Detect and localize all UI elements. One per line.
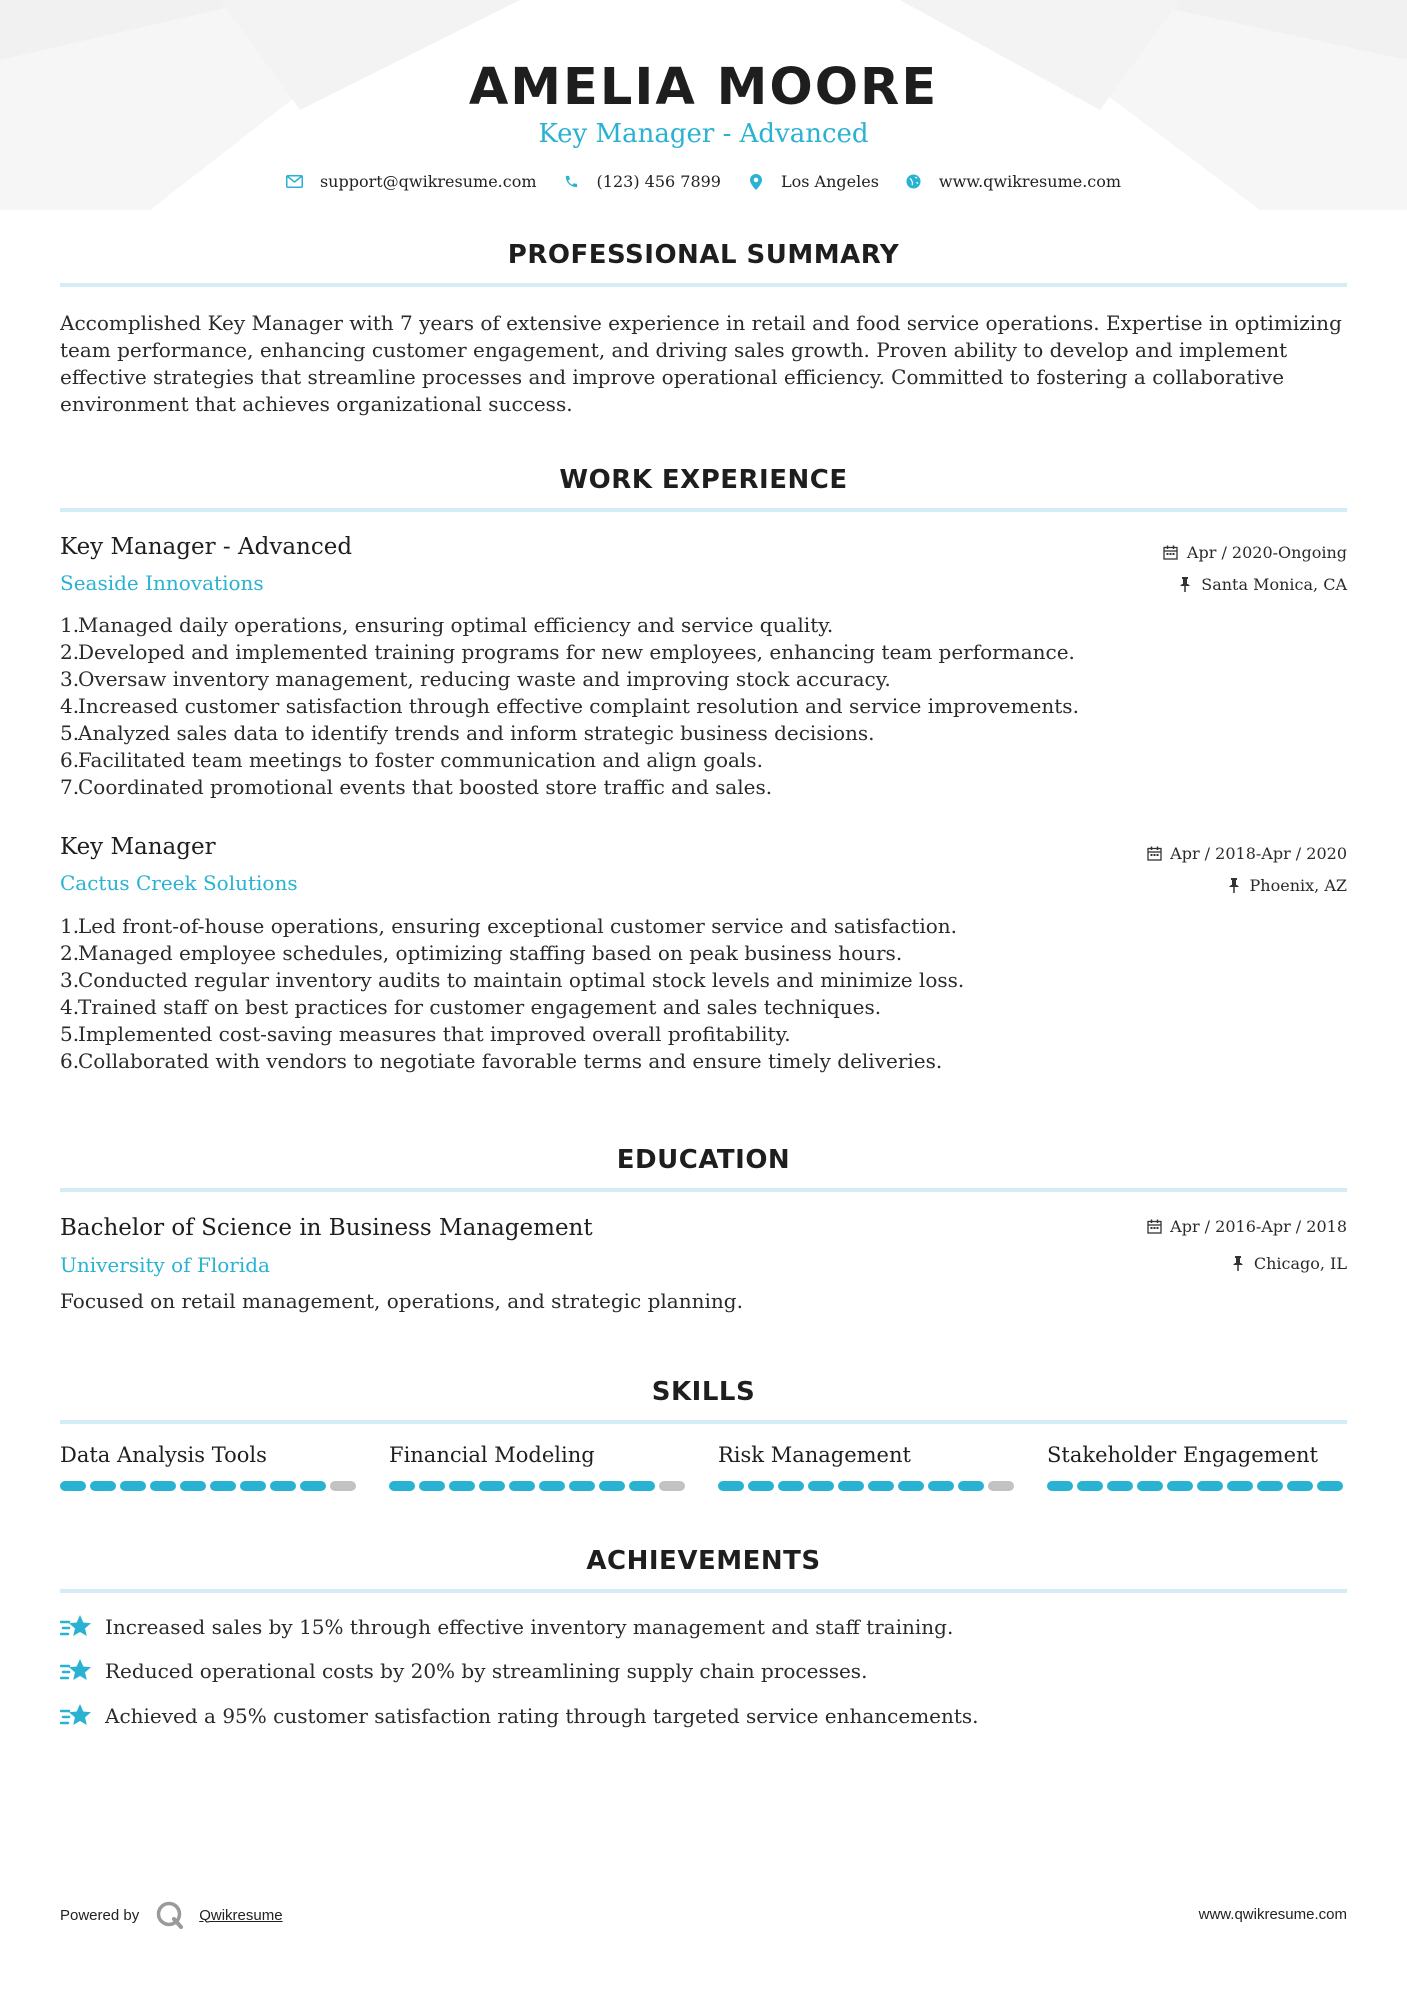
skill-segment-filled <box>90 1481 116 1491</box>
summary-heading: PROFESSIONAL SUMMARY <box>507 240 900 270</box>
pushpin-icon <box>1226 878 1242 894</box>
bullet-number: 4. <box>60 694 80 718</box>
qwikresume-link[interactable]: Qwikresume <box>199 1906 283 1924</box>
skill-item <box>718 1443 1018 1491</box>
job-bullet-item <box>60 994 1260 1021</box>
skill-segment-filled <box>300 1481 326 1491</box>
skill-segment-filled <box>150 1481 176 1491</box>
powered-by-label: Powered by <box>60 1906 140 1924</box>
skill-segment-filled <box>1107 1481 1133 1491</box>
job-bullets <box>60 612 1260 801</box>
job-bullet-item <box>60 774 1260 801</box>
bullet-text: Analyzed sales data to identify trends and inform strategic business decisions. <box>78 721 875 745</box>
skill-segment-filled <box>778 1481 804 1491</box>
education-location-text: Chicago, IL <box>1253 1254 1347 1273</box>
degree-title: Bachelor of Science in Business Management <box>60 1215 593 1241</box>
skill-item <box>389 1443 689 1491</box>
achievement-item <box>60 1612 953 1642</box>
contact-website[interactable] <box>905 172 1121 191</box>
skill-segment-filled <box>599 1481 625 1491</box>
job-bullet-item <box>60 666 1260 693</box>
skill-item <box>60 1443 360 1491</box>
skill-segment-filled <box>569 1481 595 1491</box>
skill-segment-filled <box>1287 1481 1313 1491</box>
skill-segment-filled <box>180 1481 206 1491</box>
calendar-icon <box>1163 545 1179 561</box>
skills-heading: SKILLS <box>651 1377 756 1407</box>
skill-segment-empty <box>988 1481 1014 1491</box>
skills-divider <box>60 1420 1347 1424</box>
achievement-item <box>60 1701 979 1731</box>
job-bullet-item <box>60 612 1260 639</box>
skill-segment-filled <box>1047 1481 1073 1491</box>
achievement-item <box>60 1656 867 1686</box>
education-description: Focused on retail management, operations, and strategic planning. <box>60 1289 743 1313</box>
job-bullet-item <box>60 967 1260 994</box>
phone-icon <box>563 173 581 191</box>
bullet-number: 1. <box>60 914 80 938</box>
summary-text: Accomplished Key Manager with 7 years of extensive experience in retail and food service operations. Expertise in optimizing team performance, enhancing customer engagement, and driving sales growth. Proven ability to develop and implement effective strategies that streamline processes and improve operational efficiency. Committed to fostering a collaborative environment that achieves organizational success. <box>60 311 1342 416</box>
education-dates <box>1146 1217 1347 1236</box>
skill-segment-filled <box>748 1481 774 1491</box>
skill-segment-filled <box>898 1481 924 1491</box>
bullet-text: Developed and implemented training programs for new employees, enhancing team performance. <box>78 640 1075 664</box>
bullet-text: Increased customer satisfaction through effective complaint resolution and service improvements. <box>78 694 1079 718</box>
contact-location <box>747 172 879 191</box>
bullet-text: Collaborated with vendors to negotiate favorable terms and ensure timely deliveries. <box>78 1049 943 1073</box>
bullet-text: Trained staff on best practices for customer engagement and sales techniques. <box>78 995 882 1019</box>
skill-segment-filled <box>838 1481 864 1491</box>
skill-segment-filled <box>240 1481 266 1491</box>
job-title: Key Manager - Advanced <box>60 534 353 560</box>
bullet-number: 5. <box>60 721 80 745</box>
pushpin-icon <box>1177 577 1193 593</box>
skill-segment-filled <box>928 1481 954 1491</box>
calendar-icon <box>1146 1219 1162 1235</box>
skill-name: Risk Management <box>718 1443 911 1467</box>
candidate-title: Key Manager - Advanced <box>538 119 869 149</box>
job-dates-text: Apr / 2018-Apr / 2020 <box>1170 844 1347 863</box>
skill-segment-filled <box>479 1481 505 1491</box>
skill-segment-empty <box>330 1481 356 1491</box>
bullet-number: 1. <box>60 613 80 637</box>
bullet-text: Managed daily operations, ensuring optimal efficiency and service quality. <box>78 613 834 637</box>
skill-segment-filled <box>629 1481 655 1491</box>
experience-heading: WORK EXPERIENCE <box>559 465 848 495</box>
bullet-number: 6. <box>60 748 80 772</box>
skill-segment-filled <box>539 1481 565 1491</box>
skill-segment-filled <box>449 1481 475 1491</box>
contact-phone-text: (123) 456 7899 <box>596 172 721 191</box>
star-icon <box>60 1701 92 1731</box>
job-dates <box>1163 543 1347 562</box>
skill-segment-filled <box>509 1481 535 1491</box>
skill-level-bar <box>718 1481 1018 1491</box>
job-bullet-item <box>60 1048 1260 1075</box>
envelope-icon <box>286 173 304 191</box>
skill-item <box>1047 1443 1347 1491</box>
skill-segment-filled <box>1077 1481 1103 1491</box>
skill-segment-filled <box>1257 1481 1283 1491</box>
job-location-text: Phoenix, AZ <box>1249 876 1347 895</box>
experience-divider <box>60 508 1347 512</box>
summary-divider <box>60 283 1347 287</box>
job-bullet-item <box>60 720 1260 747</box>
job-bullets <box>60 913 1260 1075</box>
achievement-text: Achieved a 95% customer satisfaction rating through targeted service enhancements. <box>105 1704 979 1728</box>
bullet-text: Led front-of-house operations, ensuring exceptional customer service and satisfaction. <box>78 914 958 938</box>
achievements-divider <box>60 1589 1347 1593</box>
achievement-text: Reduced operational costs by 20% by streamlining supply chain processes. <box>105 1659 868 1683</box>
school-name: University of Florida <box>60 1253 270 1277</box>
map-pin-icon <box>747 173 765 191</box>
skill-level-bar <box>60 1481 360 1491</box>
bullet-text: Implemented cost-saving measures that improved overall profitability. <box>78 1022 791 1046</box>
calendar-icon <box>1146 846 1162 862</box>
candidate-name: AMELIA MOORE <box>468 58 939 117</box>
skill-level-bar <box>389 1481 689 1491</box>
education-location <box>1230 1254 1347 1273</box>
job-dates <box>1146 844 1347 863</box>
bullet-number: 4. <box>60 995 80 1019</box>
education-heading: EDUCATION <box>616 1145 791 1175</box>
achievement-text: Increased sales by 15% through effective inventory management and staff training. <box>105 1615 954 1639</box>
globe-icon <box>905 173 923 191</box>
job-bullet-item <box>60 693 1260 720</box>
contact-bar <box>0 172 1407 191</box>
job-location <box>1177 575 1347 594</box>
skill-segment-filled <box>60 1481 86 1491</box>
skill-segment-filled <box>120 1481 146 1491</box>
contact-location-text: Los Angeles <box>780 172 879 191</box>
education-divider <box>60 1188 1347 1192</box>
contact-email[interactable] <box>286 172 537 191</box>
job-bullet-item <box>60 639 1260 666</box>
skill-segment-filled <box>1167 1481 1193 1491</box>
job-bullet-item <box>60 940 1260 967</box>
achievements-heading: ACHIEVEMENTS <box>586 1546 821 1576</box>
job-location <box>1226 876 1347 895</box>
skill-segment-filled <box>718 1481 744 1491</box>
bullet-number: 6. <box>60 1049 80 1073</box>
qwikresume-logo-icon <box>155 1900 185 1930</box>
skill-name: Stakeholder Engagement <box>1047 1443 1318 1467</box>
skill-name: Data Analysis Tools <box>60 1443 267 1467</box>
job-location-text: Santa Monica, CA <box>1201 575 1347 594</box>
star-icon <box>60 1612 92 1642</box>
star-icon <box>60 1656 92 1686</box>
contact-phone[interactable] <box>563 172 721 191</box>
skill-segment-filled <box>1197 1481 1223 1491</box>
bullet-text: Conducted regular inventory audits to maintain optimal stock levels and minimize loss. <box>78 968 965 992</box>
bullet-text: Managed employee schedules, optimizing staffing based on peak business hours. <box>78 941 903 965</box>
bullet-number: 2. <box>60 640 80 664</box>
bullet-number: 5. <box>60 1022 80 1046</box>
pushpin-icon <box>1230 1256 1246 1272</box>
bullet-number: 2. <box>60 941 80 965</box>
job-bullet-item <box>60 913 1260 940</box>
job-dates-text: Apr / 2020-Ongoing <box>1186 543 1347 562</box>
job-bullet-item <box>60 747 1260 774</box>
job-title: Key Manager <box>60 834 216 860</box>
skill-segment-filled <box>389 1481 415 1491</box>
skill-segment-filled <box>419 1481 445 1491</box>
bullet-text: Oversaw inventory management, reducing waste and improving stock accuracy. <box>78 667 891 691</box>
skill-segment-filled <box>1227 1481 1253 1491</box>
bullet-number: 3. <box>60 667 80 691</box>
skill-segment-filled <box>808 1481 834 1491</box>
skill-segment-filled <box>958 1481 984 1491</box>
skill-segment-filled <box>270 1481 296 1491</box>
job-company: Cactus Creek Solutions <box>60 871 298 895</box>
bullet-text: Facilitated team meetings to foster communication and align goals. <box>78 748 763 772</box>
skill-segment-filled <box>868 1481 894 1491</box>
skill-segment-filled <box>210 1481 236 1491</box>
bullet-text: Coordinated promotional events that boosted store traffic and sales. <box>78 775 773 799</box>
skill-level-bar <box>1047 1481 1347 1491</box>
contact-email-text: support@qwikresume.com <box>319 172 537 191</box>
footer-website[interactable]: www.qwikresume.com <box>1198 1906 1347 1923</box>
job-bullet-item <box>60 1021 1260 1048</box>
skill-segment-filled <box>1317 1481 1343 1491</box>
bullet-number: 3. <box>60 968 80 992</box>
skill-name: Financial Modeling <box>389 1443 595 1467</box>
job-company: Seaside Innovations <box>60 571 264 595</box>
contact-website-text: www.qwikresume.com <box>938 172 1122 191</box>
skill-segment-filled <box>1137 1481 1163 1491</box>
footer-powered-by <box>60 1900 283 1930</box>
bullet-number: 7. <box>60 775 80 799</box>
skill-segment-empty <box>659 1481 685 1491</box>
education-dates-text: Apr / 2016-Apr / 2018 <box>1170 1217 1347 1236</box>
